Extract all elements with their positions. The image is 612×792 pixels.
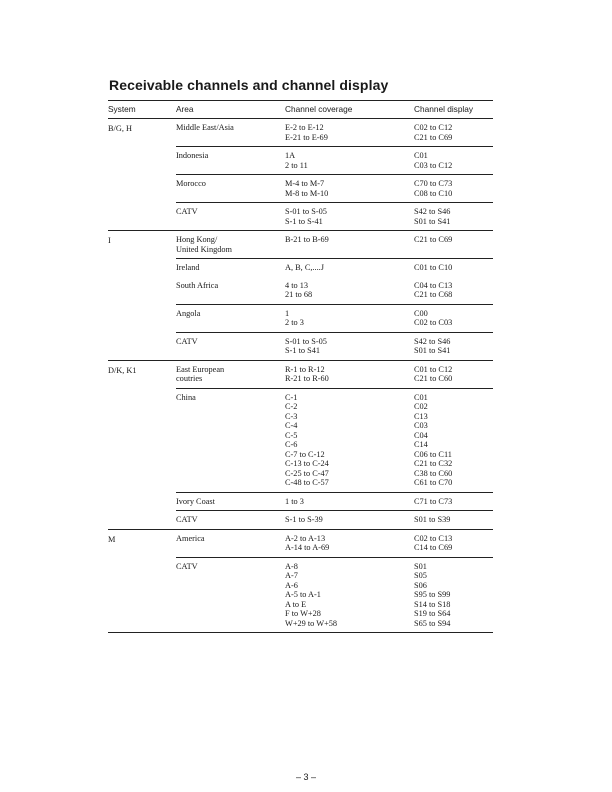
- cell-line: CATV: [176, 336, 198, 346]
- cell-line: C01: [414, 151, 428, 160]
- cell-line: S01: [414, 561, 427, 571]
- cell-line: C-5: [285, 430, 298, 440]
- coverage-cell: [285, 151, 414, 170]
- cell-line: CATV: [176, 561, 198, 571]
- display-cell: [414, 562, 493, 629]
- header-channel-display: Channel display: [414, 104, 474, 114]
- cell-line: C04: [414, 430, 428, 440]
- display-cell: [414, 497, 493, 507]
- display-cell: [414, 151, 493, 170]
- cell-line: C61 to C70: [414, 478, 453, 487]
- cell-line: C02 to C13: [414, 533, 453, 543]
- cell-line: Morocco: [176, 179, 206, 188]
- area-cell: [176, 337, 285, 356]
- cell-line: A, B, C,....J: [285, 263, 324, 272]
- area-cell: [176, 281, 285, 300]
- cell-line: C21 to C69: [414, 235, 453, 244]
- cell-line: Angola: [176, 308, 201, 318]
- coverage-cell: [285, 534, 414, 553]
- cell-line: Ivory Coast: [176, 496, 215, 506]
- table-row: [176, 277, 493, 304]
- cell-line: M-8 to M-10: [285, 188, 329, 198]
- system-group: [108, 530, 493, 634]
- cell-line: C-13 to C-24: [285, 459, 329, 468]
- cell-line: R-1 to R-12: [285, 364, 325, 374]
- coverage-cell: [285, 281, 414, 300]
- cell-line: S-01 to S-05: [285, 336, 327, 346]
- cell-line: S01 to S41: [414, 346, 451, 355]
- cell-line: C-4: [285, 421, 298, 430]
- cell-line: F to W+28: [285, 609, 321, 618]
- cell-line: S42 to S46: [414, 207, 451, 216]
- system-group: [108, 361, 493, 530]
- cell-line: C01 to C10: [414, 263, 453, 272]
- cell-line: S-1 to S-39: [285, 515, 323, 524]
- display-cell: [414, 534, 493, 553]
- page-number: – 3 –: [295, 772, 317, 782]
- cell-line: S01 to S41: [414, 216, 451, 226]
- cell-line: A-8: [285, 561, 298, 571]
- cell-line: South Africa: [176, 280, 219, 290]
- cell-line: S14 to S18: [414, 599, 451, 609]
- table-row: [176, 361, 493, 388]
- display-cell: [414, 515, 493, 525]
- display-cell: [414, 263, 493, 273]
- header-system: System: [108, 104, 136, 114]
- cell-line: S19 to S64: [414, 609, 451, 618]
- cell-line: S-1 to S-41: [285, 216, 323, 226]
- cell-line: China: [176, 392, 196, 402]
- coverage-cell: [285, 123, 414, 142]
- display-cell: [414, 337, 493, 356]
- cell-line: 21 to 68: [285, 290, 313, 299]
- cell-line: C-6: [285, 440, 298, 449]
- table-header: [108, 101, 493, 119]
- table-row: [176, 492, 493, 511]
- cell-line: C-1: [285, 392, 298, 402]
- cell-line: M-4 to M-7: [285, 179, 325, 188]
- coverage-cell: [285, 497, 414, 507]
- cell-line: C01 to C12: [414, 364, 453, 374]
- cell-line: C70 to C73: [414, 179, 453, 188]
- cell-line: C02 to C03: [414, 318, 453, 327]
- display-cell: [414, 179, 493, 198]
- cell-line: C01: [414, 392, 428, 402]
- display-cell: [414, 281, 493, 300]
- cell-line: 2 to 11: [285, 160, 308, 170]
- cell-line: C-25 to C-47: [285, 468, 329, 478]
- cell-line: S05: [414, 571, 427, 580]
- area-cell: [176, 263, 285, 273]
- cell-line: 4 to 13: [285, 280, 309, 290]
- coverage-cell: [285, 207, 414, 226]
- area-cell: [176, 365, 285, 384]
- display-cell: [414, 309, 493, 328]
- cell-line: C02 to C12: [414, 123, 453, 132]
- display-cell: [414, 393, 493, 488]
- cell-line: S95 to S99: [414, 590, 451, 599]
- display-cell: [414, 207, 493, 226]
- table-row: [176, 557, 493, 633]
- coverage-cell: [285, 365, 414, 384]
- cell-line: CATV: [176, 207, 198, 216]
- cell-line: C02: [414, 402, 428, 411]
- area-cell: [176, 207, 285, 226]
- system-label: B/G, H: [108, 124, 132, 133]
- cell-line: C00: [414, 308, 428, 318]
- system-group: [108, 119, 493, 231]
- cell-line: 1: [285, 308, 290, 318]
- coverage-cell: [285, 393, 414, 488]
- cell-line: R-21 to R-60: [285, 374, 329, 383]
- area-cell: [176, 151, 285, 170]
- coverage-cell: [285, 515, 414, 525]
- table-row: [176, 530, 493, 557]
- table-row: [176, 231, 493, 258]
- cell-line: C03 to C12: [414, 160, 453, 170]
- cell-line: S-1 to S41: [285, 346, 321, 355]
- cell-line: A to E: [285, 599, 307, 609]
- cell-line: C06 to C11: [414, 449, 452, 459]
- cell-line: C-3: [285, 411, 298, 421]
- area-cell: [176, 235, 285, 254]
- display-cell: [414, 235, 493, 254]
- cell-line: C14 to C69: [414, 543, 453, 552]
- cell-line: C21 to C32: [414, 459, 453, 468]
- area-cell: [176, 393, 285, 488]
- area-cell: [176, 515, 285, 525]
- display-cell: [414, 365, 493, 384]
- cell-line: United Kingdom: [176, 244, 232, 254]
- system-label: D/K, K1: [108, 365, 137, 375]
- area-cell: [176, 179, 285, 198]
- coverage-cell: [285, 179, 414, 198]
- coverage-cell: [285, 309, 414, 328]
- cell-line: C04 to C13: [414, 280, 453, 290]
- cell-line: C03: [414, 421, 428, 430]
- area-cell: [176, 309, 285, 328]
- table-row: [176, 388, 493, 492]
- system-group: [108, 231, 493, 361]
- cell-line: America: [176, 533, 205, 543]
- header-channel-coverage: Channel coverage: [285, 104, 353, 114]
- cell-line: W+29 to W+58: [285, 618, 338, 628]
- cell-line: B-21 to B-69: [285, 235, 329, 244]
- cell-line: 1A: [285, 151, 296, 160]
- cell-line: Middle East/Asia: [176, 123, 234, 132]
- cell-line: coutries: [176, 374, 203, 383]
- system-label: I: [108, 236, 111, 245]
- cell-line: S06: [414, 580, 427, 590]
- table-row: [176, 146, 493, 174]
- cell-line: A-7: [285, 571, 298, 580]
- table-row: [176, 304, 493, 332]
- cell-line: 1 to 3: [285, 496, 304, 506]
- cell-line: S-01 to S-05: [285, 207, 327, 216]
- area-cell: [176, 534, 285, 553]
- cell-line: A-6: [285, 580, 298, 590]
- cell-line: East European: [176, 364, 225, 374]
- coverage-cell: [285, 337, 414, 356]
- channel-table: [108, 100, 493, 633]
- table-row: [176, 510, 493, 529]
- cell-line: C13: [414, 411, 428, 421]
- cell-line: C-2: [285, 402, 298, 411]
- table-row: [176, 119, 493, 146]
- table-row: [176, 202, 493, 230]
- table-row: [176, 258, 493, 277]
- area-cell: [176, 497, 285, 507]
- cell-line: S65 to S94: [414, 618, 451, 628]
- header-area: Area: [176, 104, 194, 114]
- cell-line: 2 to 3: [285, 318, 304, 327]
- area-cell: [176, 562, 285, 629]
- cell-line: Ireland: [176, 263, 200, 272]
- cell-line: Hong Kong/: [176, 235, 218, 244]
- cell-line: C71 to C73: [414, 496, 453, 506]
- table-row: [176, 332, 493, 360]
- coverage-cell: [285, 263, 414, 273]
- cell-line: CATV: [176, 515, 198, 524]
- cell-line: A-2 to A-13: [285, 533, 326, 543]
- cell-line: E-21 to E-69: [285, 132, 328, 142]
- cell-line: C-7 to C-12: [285, 449, 325, 459]
- cell-line: C08 to C10: [414, 188, 453, 198]
- cell-line: S01 to S39: [414, 515, 451, 524]
- cell-line: C21 to C68: [414, 290, 453, 299]
- cell-line: C38 to C60: [414, 468, 453, 478]
- cell-line: E-2 to E-12: [285, 123, 324, 132]
- cell-line: A-5 to A-1: [285, 590, 321, 599]
- cell-line: S42 to S46: [414, 336, 451, 346]
- page-title: Receivable channels and channel display: [109, 77, 389, 93]
- cell-line: Indonesia: [176, 151, 209, 160]
- table-row: [176, 174, 493, 202]
- system-label: M: [108, 534, 116, 544]
- coverage-cell: [285, 235, 414, 254]
- table-body: [108, 119, 493, 633]
- coverage-cell: [285, 562, 414, 629]
- cell-line: C21 to C69: [414, 132, 453, 142]
- cell-line: C21 to C60: [414, 374, 453, 383]
- display-cell: [414, 123, 493, 142]
- cell-line: C14: [414, 440, 428, 449]
- area-cell: [176, 123, 285, 142]
- cell-line: C-48 to C-57: [285, 478, 329, 487]
- cell-line: A-14 to A-69: [285, 543, 330, 552]
